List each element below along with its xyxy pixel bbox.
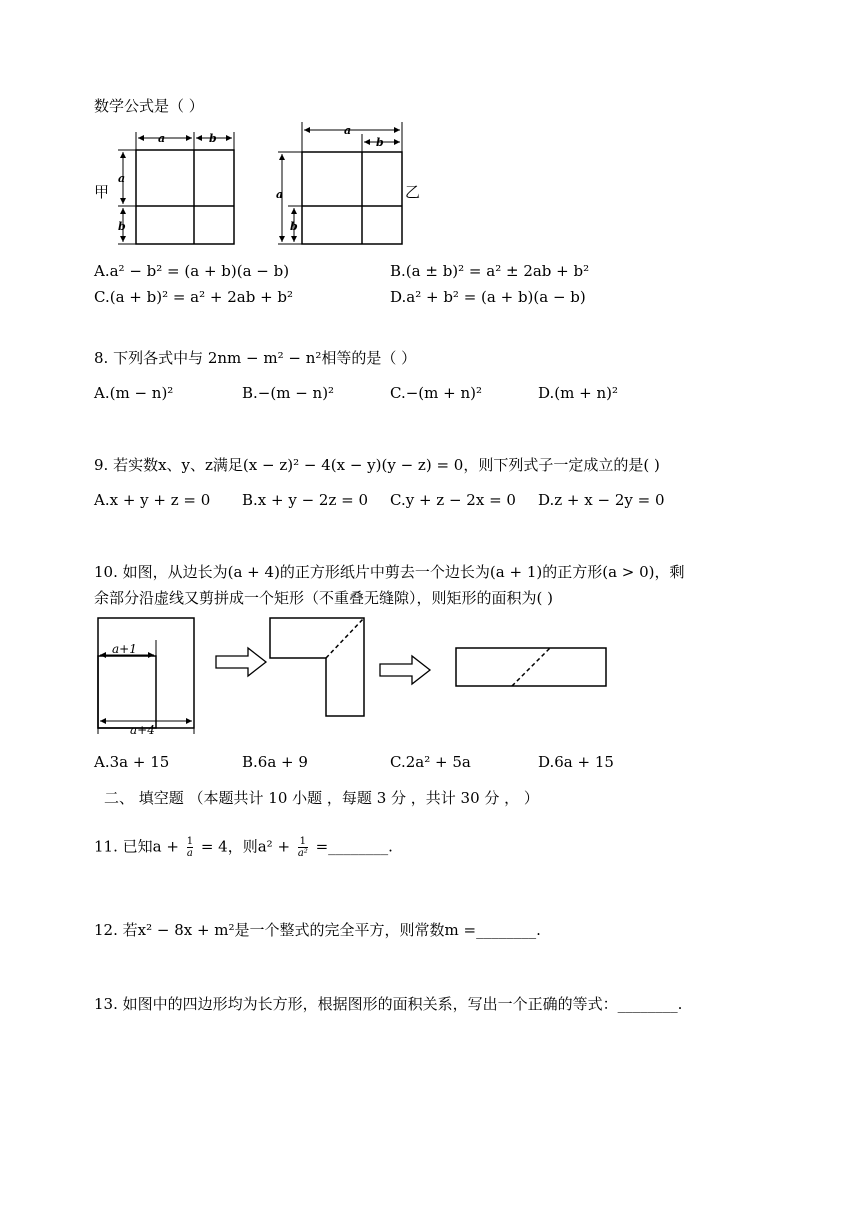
q13: 13. 如图中的四边形均为长方形，根据图形的面积关系，写出一个正确的等式：________. — [94, 995, 683, 1013]
q8-option-a: A.(m − n)² — [94, 384, 174, 402]
q10-fig-label-a-plus-4: a+4 — [130, 723, 155, 737]
q8-option-b: B.−(m − n)² — [242, 384, 335, 402]
q7-stem-tail: 数学公式是（ ） — [94, 97, 204, 115]
fig-jia-left-b: b — [118, 220, 126, 233]
q10-fig-label-a-plus-1: a+1 — [112, 642, 137, 656]
q11-fraction-2-den: a² — [297, 848, 308, 859]
fig-yi-top-b: b — [376, 136, 384, 149]
q9-option-d: D.z + x − 2y = 0 — [538, 491, 665, 509]
section-fill-in-heading: 二、 填空题 （本题共计 10 小题 ，每题 3 分 ，共计 30 分 ， ） — [104, 789, 539, 807]
figure-yi — [268, 118, 421, 248]
fig-jia-label: 甲 — [94, 183, 110, 201]
q10-stem-line1: 10. 如图，从边长为(a + 4)的正方形纸片中剪去一个边长为(a + 1)的正方形(a > 0)，剩 — [94, 563, 685, 581]
q11-prefix: 11. 已知a + — [94, 837, 179, 856]
q11-suffix: =________. — [315, 837, 393, 856]
q11-fraction-1-den: a — [186, 848, 193, 859]
q10-option-d: D.6a + 15 — [538, 753, 614, 771]
q10-option-a: A.3a + 15 — [94, 753, 170, 771]
q11-mid: = 4，则a² + — [200, 837, 291, 856]
fig-yi-left-a: a — [276, 188, 284, 201]
q11-fraction-2-num: 1 — [299, 836, 306, 847]
q11-fraction-1-num: 1 — [186, 836, 194, 847]
q11-fraction-2 — [298, 836, 308, 859]
q7-option-d: D.a² + b² = (a + b)(a − b) — [390, 288, 586, 306]
fig-jia-left-a: a — [118, 172, 126, 185]
q8-stem: 8. 下列各式中与 2nm − m² − n²相等的是（ ） — [94, 349, 417, 367]
q7-option-a: A.a² − b² = (a + b)(a − b) — [94, 262, 290, 280]
q7-option-b: B.(a ± b)² = a² ± 2ab + b² — [390, 262, 590, 280]
q9-option-b: B.x + y − 2z = 0 — [242, 491, 369, 509]
q10-option-b: B.6a + 9 — [242, 753, 308, 771]
q11-fraction-1 — [187, 836, 193, 859]
figure-jia — [92, 126, 242, 248]
q10-figure — [92, 612, 612, 740]
fig-yi-left-b: b — [290, 220, 298, 233]
q8-option-d: D.(m + n)² — [538, 384, 618, 402]
q10-stem-line2: 余部分沿虚线又剪拼成一个矩形（不重叠无缝隙），则矩形的面积为( ) — [94, 589, 553, 607]
q9-stem: 9. 若实数x、y、z满足(x − z)² − 4(x − y)(y − z) = 0，则下列式子一定成立的是( ) — [94, 456, 660, 474]
q12: 12. 若x² − 8x + m²是一个整式的完全平方，则常数m =________. — [94, 921, 541, 939]
q9-option-c: C.y + z − 2x = 0 — [390, 491, 516, 509]
q9-option-a: A.x + y + z = 0 — [94, 491, 211, 509]
fig-jia-top-b: b — [209, 132, 217, 145]
q8-option-c: C.−(m + n)² — [390, 384, 482, 402]
q10-option-c: C.2a² + 5a — [390, 753, 471, 771]
q7-option-c: C.(a + b)² = a² + 2ab + b² — [94, 288, 294, 306]
fig-yi-label: 乙 — [405, 183, 421, 201]
fig-jia-top-a: a — [158, 132, 166, 145]
q11 — [94, 836, 393, 859]
fig-yi-top-a: a — [344, 124, 352, 137]
